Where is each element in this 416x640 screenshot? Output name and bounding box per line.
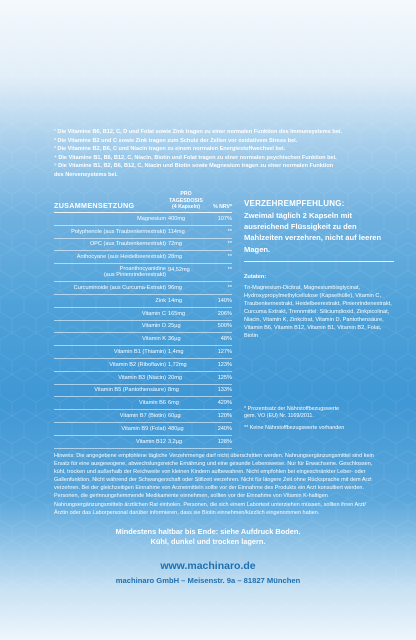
no-nrv-footnote: ** Keine Nährstoffbezugswerte vorhanden — [244, 424, 345, 431]
nutrient-name: Anthocyane (aus Heidelbeerextrakt) — [76, 254, 166, 261]
nrv-header: % NRV* — [213, 204, 232, 210]
best-before-note: Mindestens haltbar bis Ende: siehe Aufdruck Boden. — [115, 527, 301, 536]
nutrient-name: Curcuminoide (aus Curcuma-Extrakt) — [73, 284, 166, 291]
nutrient-amount: 28mg — [168, 254, 182, 261]
nutrient-nrv: 500% — [217, 323, 232, 330]
table-row — [54, 436, 232, 449]
nutrient-nrv: ** — [227, 284, 232, 291]
nutrient-name: OPC (aus Traubenkernextrakt) — [89, 241, 166, 248]
nutrient-nrv: 48% — [220, 336, 232, 343]
nutrient-amount: 96mg — [168, 284, 182, 291]
table-row — [54, 308, 232, 321]
table-row — [54, 295, 232, 308]
nutrient-name: Zink — [155, 297, 166, 304]
nutrient-amount: 114mg — [168, 228, 185, 235]
nutrient-nrv: 206% — [217, 310, 232, 317]
nrv-footnote: * Prozentsatz der Nährstoffbezugswerte gem. VO (EU) Nr. 1169/2011. — [244, 405, 340, 420]
table-row — [54, 346, 232, 359]
footnote: ⁴ Die Vitamine B1, B6, B12, C, Niacin, Biotin und Folat tragen zu einer normalen psychischen Funktion bei. — [54, 154, 337, 161]
nutrient-name: Proanthocyanidine (aus Pinienrindenextrakt) — [103, 266, 166, 279]
storage-note: Kühl, dunkel und trocken lagern. — [150, 537, 266, 546]
nutrient-name: Vitamin B9 (Folat) — [121, 425, 166, 432]
nutrient-name: Magnesium — [137, 215, 166, 222]
table-row — [54, 410, 232, 423]
nutrient-nrv: 240% — [217, 425, 232, 432]
table-header — [54, 188, 232, 213]
nutrient-name: Vitamin B2 (Riboflavin) — [109, 361, 166, 368]
divider — [244, 261, 394, 262]
nutrient-nrv: 125% — [217, 374, 232, 381]
nutrition-table — [54, 188, 232, 449]
table-row — [54, 264, 232, 282]
nutrient-amount: 3,2µg — [168, 438, 183, 445]
health-claims-footnotes — [54, 128, 374, 180]
nutrient-nrv: ** — [227, 254, 232, 261]
website-link[interactable]: www.machinaro.de — [160, 560, 256, 572]
nutrient-amount: 8mg — [168, 387, 179, 394]
nutrient-nrv: 120% — [217, 412, 232, 419]
ingredients-text: Tri-Magnesium-Dicitrat, Magnesiumbisglycinat, Hydroxypropylmethylcellulose (Kapselhülle), Vitamin C, Traubenkernextrakt, Heidelbeerextrakt, Pinienrindenextrakt, Curcuma Extrakt, Trennmittel: Siliciumdioxid, Zinkpicolinat, Niacin, Vitamin K, Zinkcitrat, Vitamin D, Pantothensäure, Vitamin B6, Vitamin B12, Vitamin B1, Vitamin B2, Folat, Biotin — [244, 284, 392, 339]
nutrient-amount: 25µg — [168, 323, 181, 330]
daily-dose-header: PRO TAGESDOSIS (4 Kapseln) — [169, 191, 203, 210]
ingredients-title: Zutaten: — [244, 273, 267, 280]
table-row — [54, 239, 232, 252]
nutrient-nrv: 140% — [217, 297, 232, 304]
nutrient-name: Vitamin B1 (Thiamin) — [113, 348, 166, 355]
nutrient-nrv: ** — [227, 228, 232, 235]
nutrient-nrv: 107% — [217, 215, 232, 222]
nutrient-nrv: ** — [227, 266, 232, 273]
table-row — [54, 321, 232, 334]
composition-header: ZUSAMMENSETZUNG — [54, 201, 135, 210]
nutrient-nrv: 123% — [217, 361, 232, 368]
table-row — [54, 423, 232, 436]
table-row — [54, 333, 232, 346]
nutrient-amount: 14mg — [168, 297, 182, 304]
table-row — [54, 226, 232, 239]
table-row — [54, 359, 232, 372]
nutrient-nrv: 128% — [217, 438, 232, 445]
nutrient-amount: 165mg — [168, 310, 186, 317]
nutrient-amount: 480µg — [168, 425, 184, 432]
nutrient-amount: 60µg — [168, 412, 181, 419]
nutrient-nrv: 133% — [217, 387, 232, 394]
nutrient-amount: 6mg — [168, 400, 179, 407]
recommendation-title: VERZEHREMPFEHLUNG: — [244, 199, 345, 208]
nutrient-amount: 36µg — [168, 336, 181, 343]
recommendation-text: Zweimal täglich 2 Kapseln mit ausreichend Flüssigkeit zu den Mahlzeiten verzehren, nicht auf leeren Magen. — [244, 211, 382, 254]
nutrient-nrv: ** — [227, 241, 232, 248]
warning-hint: Hinweis: Die angegebene empfohlene tägliche Verzehrmenge darf nicht überschritten werden. Nahrungsergänzungsmittel sind kein Ersatz für eine ausgewogene, abwechslungsreiche Ernährung und eine gesunde Lebensweise. Nur für Erwachsene. Geschlossen, kühl, trocken und außerhalb der Reichweite von kleinen Kindern aufbewahren. Nicht empfohlen bei eingeschränkter Leber- oder Gallenfunktion. Nicht während der Schwangerschaft oder Stillzeit verzehren. Nicht für längere Zeit ohne Rücksprache mit dem Arzt verzehren. Bei der gleichzeitigen Einnahme von Arzneimitteln sollte vor der Einnahme des Produkts ein Arzt konsultiert werden. Personen, die gerinnungshemmende Medikamente einnehmen, sollten vor der Einnahme von Vitamin K-haltigen Nahrungsergänzungsmitteln ärztlichen Rat einholen. Personen, die sich einem Labortest unterziehen müssen, sollten ihren Arzt/Ärztin oder das Laborpersonal darüber informieren, dass sie Biotin einnehmen/kürzlich eingenommen haben. — [54, 453, 374, 516]
company-address: machinaro GmbH – Meisenstr. 9a – 81827 München — [115, 576, 301, 585]
nutrient-name: Polyphenole (aus Traubenkernextrakt) — [71, 228, 166, 235]
table-row — [54, 251, 232, 264]
nutrient-name: Vitamin B6 — [139, 400, 166, 407]
nutrient-amount: 1,72mg — [168, 361, 187, 368]
recommendation-column — [244, 198, 394, 432]
nutrient-amount: 400mg — [168, 215, 186, 222]
footnote: ² Die Vitamine B2 und C sowie Zink tragen zum Schutz der Zellen vor oxidativem Stress bei. — [54, 137, 298, 144]
nutrient-amount: 94,52mg — [168, 266, 190, 273]
nutrient-name: Vitamin K — [142, 336, 166, 343]
nutrient-name: Vitamin B5 (Pantothensäure) — [94, 387, 166, 394]
nutrient-nrv: 127% — [217, 348, 232, 355]
nutrient-amount: 20mg — [168, 374, 182, 381]
table-row — [54, 213, 232, 226]
table-row — [54, 282, 232, 295]
footnote: ³ Die Vitamine B2, B6, C und Niacin tragen zu einem normalen Energiestoffwechsel bei. — [54, 146, 286, 153]
nutrient-name: Vitamin D — [141, 323, 166, 330]
nutrient-nrv: 429% — [217, 400, 232, 407]
footnote: ¹ Die Vitamine B6, B12, C, D und Folat sowie Zink tragen zu einer normalen Funktion des Immunsystems bei. — [54, 129, 343, 135]
nutrient-name: Vitamin B7 (Biotin) — [119, 412, 166, 419]
table-row — [54, 385, 232, 398]
table-row — [54, 372, 232, 385]
nutrient-name: Vitamin B3 (Niacin) — [118, 374, 166, 381]
table-row — [54, 397, 232, 410]
footnote: ⁵ Die Vitamine B1, B2, B6, B12, C, Niacin und Biotin sowie Magnesium tragen zu einer normalen Funktion des Nervensystems bei. — [54, 163, 334, 178]
nutrient-amount: 72mg — [168, 241, 182, 248]
nutrient-name: Vitamin B12 — [135, 438, 166, 445]
nutrient-amount: 1,4mg — [168, 348, 184, 355]
nutrient-name: Vitamin C — [141, 310, 166, 317]
